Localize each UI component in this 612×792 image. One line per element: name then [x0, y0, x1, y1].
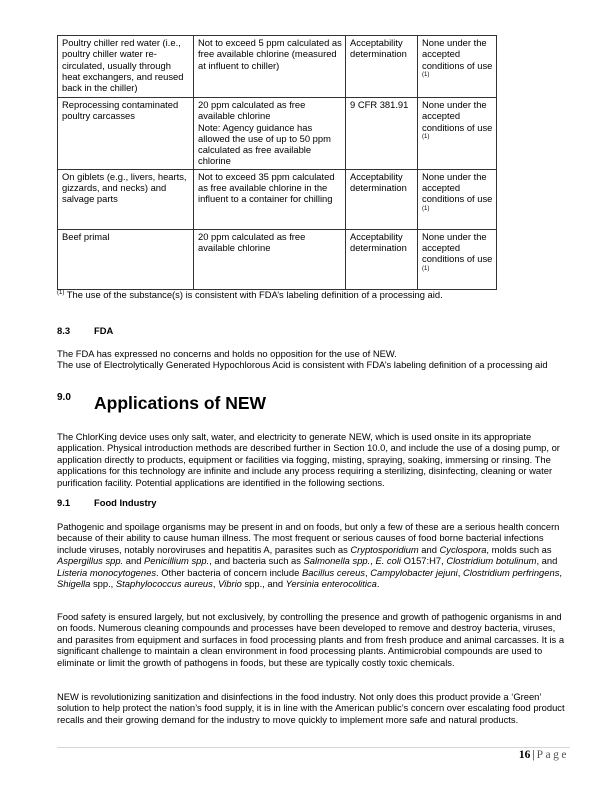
page-footer: 16 | Page — [518, 749, 569, 761]
table-cell-limit: Not to exceed 5 ppm calculated as free available chlorine (measured at influent to chiller) — [194, 36, 346, 98]
page-number: 16 — [518, 749, 531, 761]
table-cell-labeling: None under the accepted conditions of use $^{(1)}$ — [418, 98, 497, 170]
table-cell-limit: 20 ppm calculated as free available chlorine — [194, 229, 346, 289]
section-8-3-body: The FDA has expressed no concerns and holds no opposition for the use of NEW. The use of Electrolytically Generated Hypochlorous Acid is consistent with FDA’s labeling definition of a processing aid — [57, 348, 548, 371]
footnote-ref: (1) — [422, 133, 430, 140]
table-cell-reference: Acceptability determination — [346, 36, 418, 98]
footnote-ref: (1) — [422, 265, 430, 272]
footnote-ref: (1) — [422, 71, 430, 78]
table-cell-limit: 20 ppm calculated as free available chlorine Note: Agency guidance has allowed the use of up to 50 ppm calculated as free available chlorine — [194, 98, 346, 170]
section-heading-8-3: 8.3 FDA — [57, 325, 114, 336]
table-cell-labeling: None under the accepted conditions of use $^{(1)}$ — [418, 169, 497, 229]
table-row — [58, 229, 497, 289]
table-cell-use: Poultry chiller red water (i.e., poultry chiller water re-circulated, usually through heat exchangers, and reused back in the chiller) — [58, 36, 194, 98]
table-footnote: $^{(1)}$ The use of the substance(s) is consistent with FDA’s labeling definition of a processing aid. — [57, 289, 443, 300]
section-9-1-paragraph-2: Food safety is ensured largely, but not exclusively, by controlling the presence and growth of pathogenic organisms in and on foods. Numerous cleaning compounds and processes have been developed to remove and destroy bacteria, viruses, and parasites from equipment and surfaces in food processing plants and from fresh produce and animal carcasses. It is a significant challenge to maintain a clean environment in food processing plants. Antimicrobial compounds are used to eliminate or limit the growth of pathogens in foods, but these are typically costly toxic chemicals. — [57, 611, 565, 668]
footer-divider — [57, 747, 570, 748]
table-cell-use: Beef primal — [58, 229, 194, 289]
table-cell-use: Reprocessing contaminated poultry carcasses — [58, 98, 194, 170]
section-9-0-body: The ChlorKing device uses only salt, water, and electricity to generate NEW, which is used onsite in its appropriate application. Physical introduction methods are described further in Section 10.0, and include the use of a dosing pump, or application directly to products, equipment or facilities via fogging, misting, spraying, soaking, immersing or rinsing. The applications for this technology are infinite and include any process requiring a sterilizing, disinfecting, cleaning or water purification facility. Potential applications are identified in the following sections. — [57, 431, 560, 488]
table-cell-reference: Acceptability determination — [346, 169, 418, 229]
document-page: Poultry chiller red water (i.e., poultry chiller water re-circulated, usually through heat exchangers, and reused back in the chiller) Not to exceed 5 ppm calculated as free available chlorine (measured at influent to chiller) Acceptability determination None under the accepted conditions of use $^{(1)}$ Reprocessing contaminated poultry carcasses 20 ppm calculated as free available chlorine Note: Agency guidance has allowed the use of up to 50 ppm calculated as free available chlorine 9 CFR 381.91 None under the accepted conditions of use $^{(1)}$ On giblets (e.g., livers, hearts, gizzards, and necks) and salvage parts Not to exceed 35 ppm calculated as free available chlorine in the influent to a container for chilling Acceptability determination None under the accepted conditions of use $^{(1)}$ Beef primal 20 ppm calculated as free available chlorine Acceptability determination None under the accepted conditions of use $^{(1)}$ $^{(1)}$ The use of the substance(s) is consistent with FDA’s labeling definition of a processing aid. 8.3 FDA The FDA has expressed no concerns and holds no opposition for the use of NEW. The use of Electrolytically Generated Hypochlorous Acid is consistent with FDA’s labeling definition of a processing aid 9.0 Applications of NEW The ChlorKing device uses only salt, water, and electricity to generate NEW, which is used onsite in its appropriate application. Physical introduction methods are described further in Section 10.0, and include the use of a dosing pump, or application directly to products, equipment or facilities via fogging, misting, spraying, soaking, immersing or rinsing. The applications for this technology are infinite and include any process requiring a sterilizing, disinfecting, cleaning or water purification facility. Potential applications are identified in the following sections. 9.1 Food Industry Pathogenic and spoilage organisms may be present in and on foods, but only a few of these are a serious health concern because of their ability to cause human illness. The most frequent or serious causes of food borne bacterial infections include viruses, notably noroviruses and hepatitis A, parasites such as Cryptosporidium and Cyclospora, molds such as Aspergillus spp. and Penicillium spp., and bacteria such as Salmonella spp., E. coli O157:H7, Clostridium botulinum, and Listeria monocytogenes. Other bacteria of concern include Bacillus cereus, Campylobacter jejuni, Clostridium perfringens, Shigella spp., Staphylococcus aureus, Vibrio spp., and Yersinia enterocolitica. Food safety is ensured largely, but not exclusively, by controlling the presence and growth of pathogenic organisms in and on foods. Numerous cleaning compounds and processes have been developed to remove and destroy bacteria, viruses, and parasites from equipment and surfaces in food processing plants and from fresh produce and animal carcasses. It is a significant challenge to maintain a clean environment in food processing plants. Antimicrobial compounds are used to eliminate or limit the growth of pathogens in foods, but these are typically costly toxic chemicals. NEW is revolutionizing sanitization and disinfections in the food industry. Not only does this product provide a ‘Green’ solution to help protect the nation’s food supply, it is in line with the American public’s concern over escalating food product recalls and their growing demand for the industry to move quickly to implement more safe and natural products. 16 | Page — [57, 37, 569, 761]
section-heading-9-1: 9.1 Food Industry — [57, 497, 157, 508]
section-9-1-paragraph-1 — [57, 521, 569, 589]
table-cell-reference: Acceptability determination — [346, 229, 418, 289]
table-cell-limit: Not to exceed 35 ppm calculated as free available chlorine in the influent to a container for chilling — [194, 169, 346, 229]
table-row — [58, 98, 497, 170]
table-cell-labeling: None under the accepted conditions of use $^{(1)}$ — [418, 229, 497, 289]
table-row — [58, 169, 497, 229]
table-cell-use: On giblets (e.g., livers, hearts, gizzards, and necks) and salvage parts — [58, 169, 194, 229]
table-cell-labeling: None under the accepted conditions of use $^{(1)}$ — [418, 36, 497, 98]
rich-paragraph: Pathogenic and spoilage organisms may be present in and on foods, but only a few of these are a serious health concern because of their ability to cause human illness. The most frequent or serious causes of food borne bacterial infections include viruses, notably noroviruses and hepatitis A, parasites such as Cryptosporidium and Cyclospora, molds such as Aspergillus spp. and Penicillium spp., and bacteria such as Salmonella spp., E. coli O157:H7, Clostridium botulinum, and Listeria monocytogenes. Other bacteria of concern include Bacillus cereus, Campylobacter jejuni, Clostridium perfringens, Shigella spp., Staphylococcus aureus, Vibrio spp., and Yersinia enterocolitica. — [57, 521, 562, 590]
limit-note: Note: Agency guidance has allowed the use of up to 50 ppm calculated as free available chlorine — [198, 121, 331, 167]
table-cell-reference: 9 CFR 381.91 — [346, 98, 418, 170]
table-row — [58, 36, 497, 98]
footnote-ref: (1) — [422, 205, 430, 212]
section-9-1-paragraph-3: NEW is revolutionizing sanitization and disinfections in the food industry. Not only does this product provide a ‘Green’ solution to help protect the nation’s food supply, it is in line with the American public’s concern over escalating food product recalls and their growing demand for the industry to move quickly to implement more safe and natural products. — [57, 691, 565, 725]
regulatory-table — [57, 35, 497, 290]
